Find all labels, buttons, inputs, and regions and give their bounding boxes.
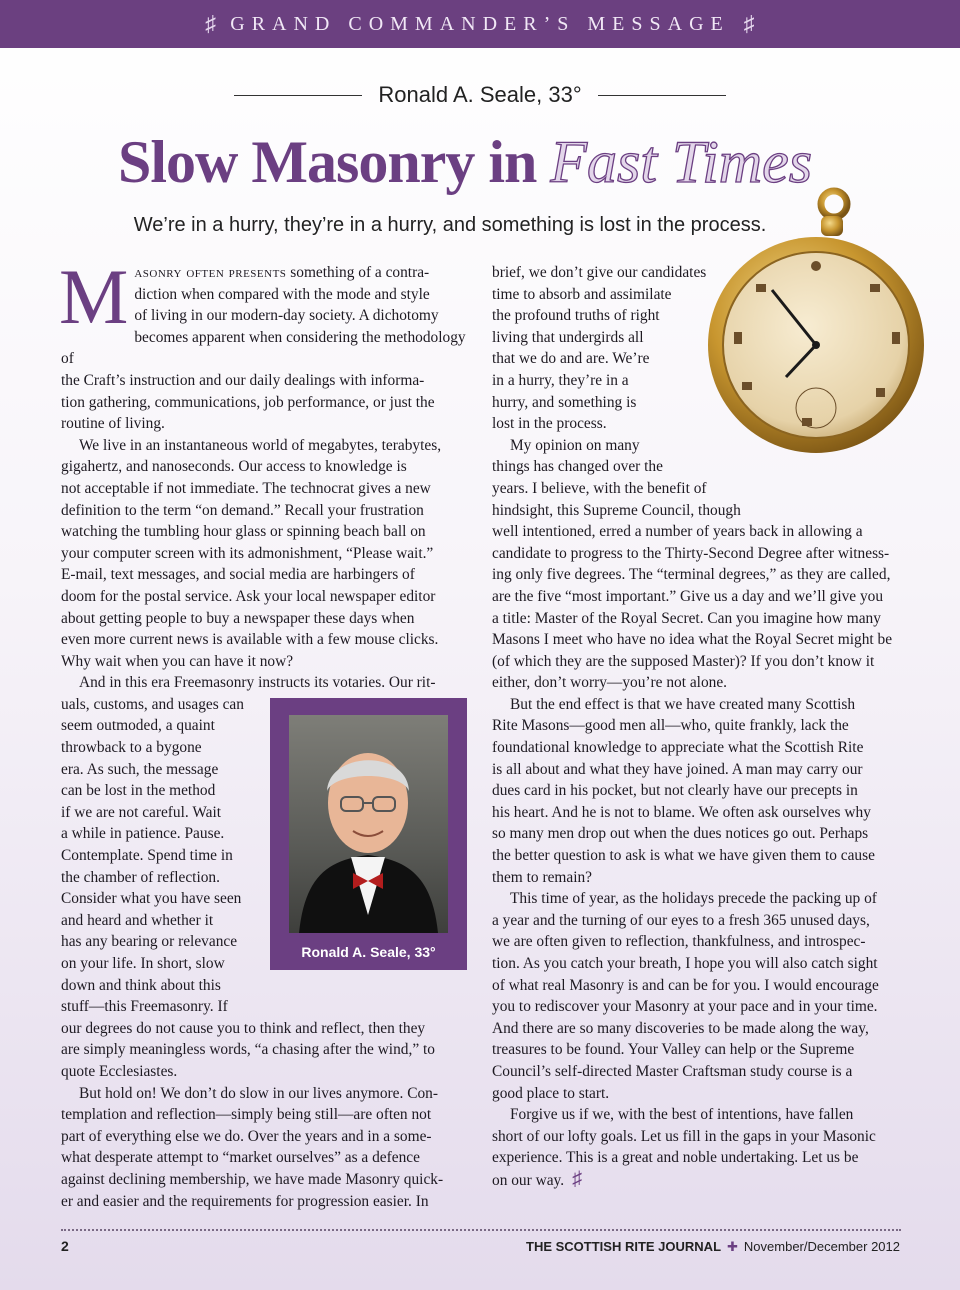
text-line: tion gathering, communications, job performance, or just the bbox=[61, 393, 435, 411]
text-line: the Craft’s instruction and our daily dealings with informa- bbox=[61, 371, 425, 389]
text-line: we are often given to reflection, thankfulness, and introspec- bbox=[492, 933, 866, 951]
sharp-icon: ♯ bbox=[205, 11, 217, 36]
article-column-right bbox=[492, 262, 902, 1192]
text-line: Rite Masons—good men all—who, quite frankly, lack the bbox=[492, 717, 849, 735]
text-line: candidate to progress to the Thirty-Second Degree after witness- bbox=[492, 544, 890, 562]
text-line: even more current news is available with a few mouse clicks. bbox=[61, 631, 439, 649]
text-line: his heart. And he is not to blame. We often ask ourselves why bbox=[492, 803, 871, 821]
photo-caption: Ronald A. Seale, 33° bbox=[301, 944, 436, 960]
sharp-icon: ♯ bbox=[743, 11, 755, 36]
text-line: becomes apparent when considering the methodology of bbox=[61, 328, 466, 368]
text-line: is all about and what they have joined. A man may carry our bbox=[492, 760, 863, 778]
paragraph bbox=[492, 262, 902, 435]
text-line: of living in our modern-day society. A dichotomy bbox=[134, 307, 439, 325]
text-line: if we are not careful. Wait bbox=[61, 803, 222, 821]
text-line: down and think about this bbox=[61, 976, 221, 994]
author-photo-frame bbox=[270, 698, 467, 970]
portrait-illustration bbox=[289, 715, 448, 933]
text-line: E-mail, text messages, and social media are harbingers of bbox=[61, 566, 415, 584]
publication-info bbox=[526, 1239, 900, 1255]
text-line: templation and reflection—simply being still—are often not bbox=[61, 1106, 432, 1124]
text-line: them to remain? bbox=[492, 868, 593, 886]
paragraph bbox=[492, 435, 902, 694]
text-line: things has changed over the bbox=[492, 458, 663, 476]
text-line: and heard and whether it bbox=[61, 911, 214, 929]
text-line: ing only five degrees. The “terminal degrees,” as they are called, bbox=[492, 566, 891, 584]
page-number: 2 bbox=[61, 1238, 69, 1254]
text-line: lost in the process. bbox=[492, 415, 607, 433]
text-line: are the five “most important.” Give us a day and we’ll give you bbox=[492, 587, 884, 605]
text-line: foundational knowledge to appreciate what the Scottish Rite bbox=[492, 739, 864, 757]
text-line: Forgive us if we, with the best of intentions, have fallen bbox=[510, 1106, 854, 1124]
issue-date: November/December 2012 bbox=[743, 1239, 900, 1254]
text-line: short of our lofty goals. Let us fill in the gaps in your Masonic bbox=[492, 1127, 876, 1145]
text-line: doom for the postal service. Ask your local newspaper editor bbox=[61, 587, 436, 605]
text-line: the chamber of reflection. bbox=[61, 868, 220, 886]
footer-divider bbox=[61, 1229, 901, 1231]
paragraph bbox=[492, 1104, 902, 1191]
paragraph bbox=[59, 253, 471, 435]
text-line: We live in an instantaneous world of megabytes, terabytes, bbox=[79, 436, 442, 454]
drop-cap: M bbox=[59, 253, 129, 340]
text-line: treasures to be found. Your Valley can help or the Supreme bbox=[492, 1041, 855, 1059]
cross-icon: ✚ bbox=[727, 1239, 738, 1254]
text-line: er and easier and the requirements for progression easier. In bbox=[61, 1192, 429, 1210]
text-line: Consider what you have seen bbox=[61, 890, 242, 908]
text-line: against declining membership, we have made Masonry quick- bbox=[61, 1170, 444, 1188]
text-line: Council’s self-directed Master Craftsman study course is a bbox=[492, 1062, 853, 1080]
text-line: living that undergirds all bbox=[492, 328, 644, 346]
text-line: part of everything else we do. Over the years and in a some- bbox=[61, 1127, 432, 1145]
text-line: definition to the term “on demand.” Recall your frustration bbox=[61, 501, 424, 519]
text-line: But hold on! We don’t do slow in our lives anymore. Con- bbox=[79, 1084, 438, 1102]
text-line: about getting people to buy a newspaper these days when bbox=[61, 609, 415, 627]
journal-name: THE SCOTTISH RITE JOURNAL bbox=[526, 1239, 722, 1254]
text-line: But the end effect is that we have created many Scottish bbox=[510, 695, 856, 713]
text-line: Masons I meet who have no idea what the Royal Secret might be bbox=[492, 631, 893, 649]
paragraph bbox=[492, 694, 902, 888]
text-line: are simply meaningless words, “a chasing after the wind,” to bbox=[61, 1041, 435, 1059]
text-line: a title: Master of the Royal Secret. Can you imagine how many bbox=[492, 609, 881, 627]
paragraph bbox=[61, 435, 471, 673]
text-line: hindsight, this Supreme Council, though bbox=[492, 501, 741, 519]
text-line: My opinion on many bbox=[510, 436, 640, 454]
text-line: dues card in his pocket, but not clearly have our precepts in bbox=[492, 782, 858, 800]
text-line: well intentioned, erred a number of years back in allowing a bbox=[492, 523, 863, 541]
text-line: on your life. In short, slow bbox=[61, 955, 225, 972]
text-line: in a hurry, they’re in a bbox=[492, 371, 629, 389]
text-line: your computer screen with its admonishment, “Please wait.” bbox=[61, 544, 434, 562]
text-line: quote Ecclesiastes. bbox=[61, 1062, 178, 1080]
text-line: routine of living. bbox=[61, 415, 165, 433]
title-part: Slow Masonry in bbox=[118, 129, 551, 195]
text-line: This time of year, as the holidays precede the packing up of bbox=[510, 890, 877, 908]
text-line: so many men drop out when the dues notices go out. Perhaps bbox=[492, 825, 869, 843]
text-line: has any bearing or relevance bbox=[61, 933, 238, 951]
text-line: experience. This is a great and noble undertaking. Let us be bbox=[492, 1149, 859, 1167]
text-line: uals, customs, and usages can bbox=[61, 695, 244, 713]
text-line: stuff—this Freemasonry. If bbox=[61, 998, 228, 1016]
title-emphasis: Fast Times bbox=[550, 129, 813, 195]
text-line: watching the tumbling hour glass or spinning beach ball on bbox=[61, 523, 426, 541]
text-line: either, don’t worry—you’re not alone. bbox=[492, 674, 728, 692]
text-line: throwback to a bygone bbox=[61, 739, 202, 757]
text-line: And in this era Freemasonry instructs its votaries. Our rit- bbox=[79, 674, 436, 692]
text-line: seem outmoded, a quaint bbox=[61, 717, 215, 735]
text-line: a year and the turning of our eyes to a fresh 365 unused days, bbox=[492, 911, 870, 929]
text-line: what desperate attempt to “market ourselves” as a defence bbox=[61, 1149, 420, 1167]
text-line: Contemplate. Spend time in bbox=[61, 847, 233, 865]
text-line: brief, we don’t give our candidates bbox=[492, 264, 707, 281]
article-subtitle: We’re in a hurry, they’re in a hurry, and something is lost in the process. bbox=[133, 214, 767, 236]
text-line: gigahertz, and nanoseconds. Our access to knowledge is bbox=[61, 458, 407, 476]
text-line: good place to start. bbox=[492, 1084, 610, 1102]
text-line: the better question to ask is what we have given them to cause bbox=[492, 847, 875, 865]
text-line: hurry, and something is bbox=[492, 393, 637, 411]
banner-title: GRAND COMMANDER’S MESSAGE bbox=[230, 12, 730, 35]
author-photo bbox=[289, 715, 448, 933]
text-line: that we do and are. We’re bbox=[492, 350, 650, 368]
text-line: you to rediscover your Masonry at your pace and in your time. bbox=[492, 998, 878, 1016]
text-line: a while in patience. Pause. bbox=[61, 825, 225, 843]
text-line: the profound truths of right bbox=[492, 307, 660, 325]
section-banner bbox=[0, 0, 960, 48]
text-line: our degrees do not cause you to think and reflect, then they bbox=[61, 1019, 426, 1037]
lead-in-text: asonry often presents bbox=[134, 264, 287, 281]
text-line: on our way. bbox=[492, 1171, 565, 1189]
paragraph bbox=[492, 888, 902, 1104]
text-line: something of a contra- bbox=[286, 264, 430, 281]
divider bbox=[598, 95, 726, 96]
author-name: Ronald A. Seale, 33° bbox=[378, 82, 582, 107]
text-line: And there are so many discoveries to be made along the way, bbox=[492, 1019, 869, 1037]
text-line: years. I believe, with the benefit of bbox=[492, 479, 707, 497]
text-line: Why wait when you can have it now? bbox=[61, 652, 294, 670]
text-line: diction when compared with the mode and style bbox=[134, 285, 430, 303]
divider bbox=[234, 95, 362, 96]
text-line: time to absorb and assimilate bbox=[492, 285, 672, 303]
author-byline bbox=[0, 82, 960, 108]
paragraph bbox=[61, 1083, 471, 1213]
text-line: of what real Masonry is and can be for you. I would encourage bbox=[492, 976, 879, 994]
text-line: can be lost in the method bbox=[61, 782, 216, 800]
text-line: not acceptable if not immediate. The technocrat gives a new bbox=[61, 479, 431, 497]
text-line: tion. As you catch your breath, I hope you will also catch sight bbox=[492, 955, 878, 972]
end-mark-icon: ♯ bbox=[572, 1167, 583, 1190]
text-line: era. As such, the message bbox=[61, 760, 219, 778]
text-line: (of which they are the supposed Master)? If you don’t know it bbox=[492, 652, 875, 670]
